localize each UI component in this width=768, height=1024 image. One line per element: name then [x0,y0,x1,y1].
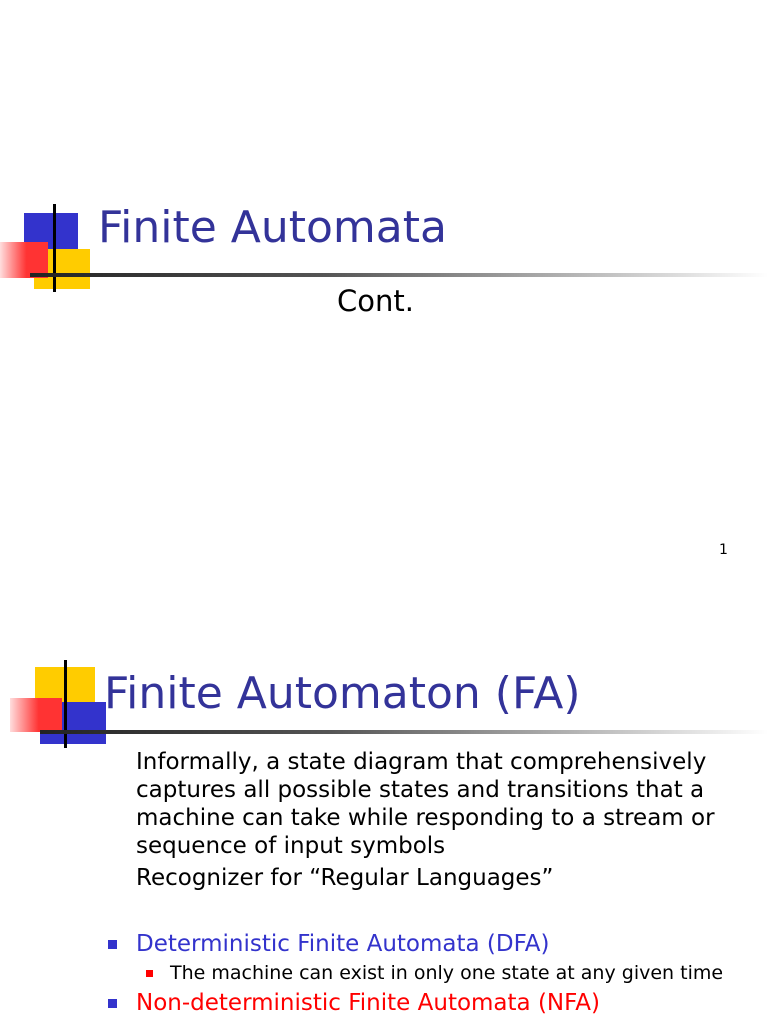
bullet-square-icon [146,970,153,977]
slide-2 [0,640,768,1024]
title-divider [30,273,768,277]
nfa-label: Non-deterministic Finite Automata (NFA) [136,990,600,1016]
bullet-square-icon [108,999,117,1008]
title-divider [40,730,768,734]
page-number: 1 [719,542,728,558]
bullet-square-icon [108,940,117,949]
corner-decoration [0,200,100,300]
list-item [146,961,723,985]
dfa-label: Deterministic Finite Automata (DFA) [136,931,550,957]
list-item [108,930,549,958]
description-paragraph: Informally, a state diagram that comprehensively captures all possible states and transitions that a machine can take while responding to a stream or sequence of input symbols [136,749,715,859]
deco-vertical-line [53,204,56,292]
slide-title: Finite Automaton (FA) [104,668,581,719]
slide-title: Finite Automata [98,202,447,253]
recognizer-text: Recognizer for “Regular Languages” [136,865,554,891]
dfa-description: The machine can exist in only one state at any given time [170,962,724,984]
deco-red-square [10,698,62,732]
corner-decoration [0,660,110,750]
slide-subtitle: Cont. [337,284,414,318]
list-item [108,989,600,1017]
deco-vertical-line [64,660,67,748]
